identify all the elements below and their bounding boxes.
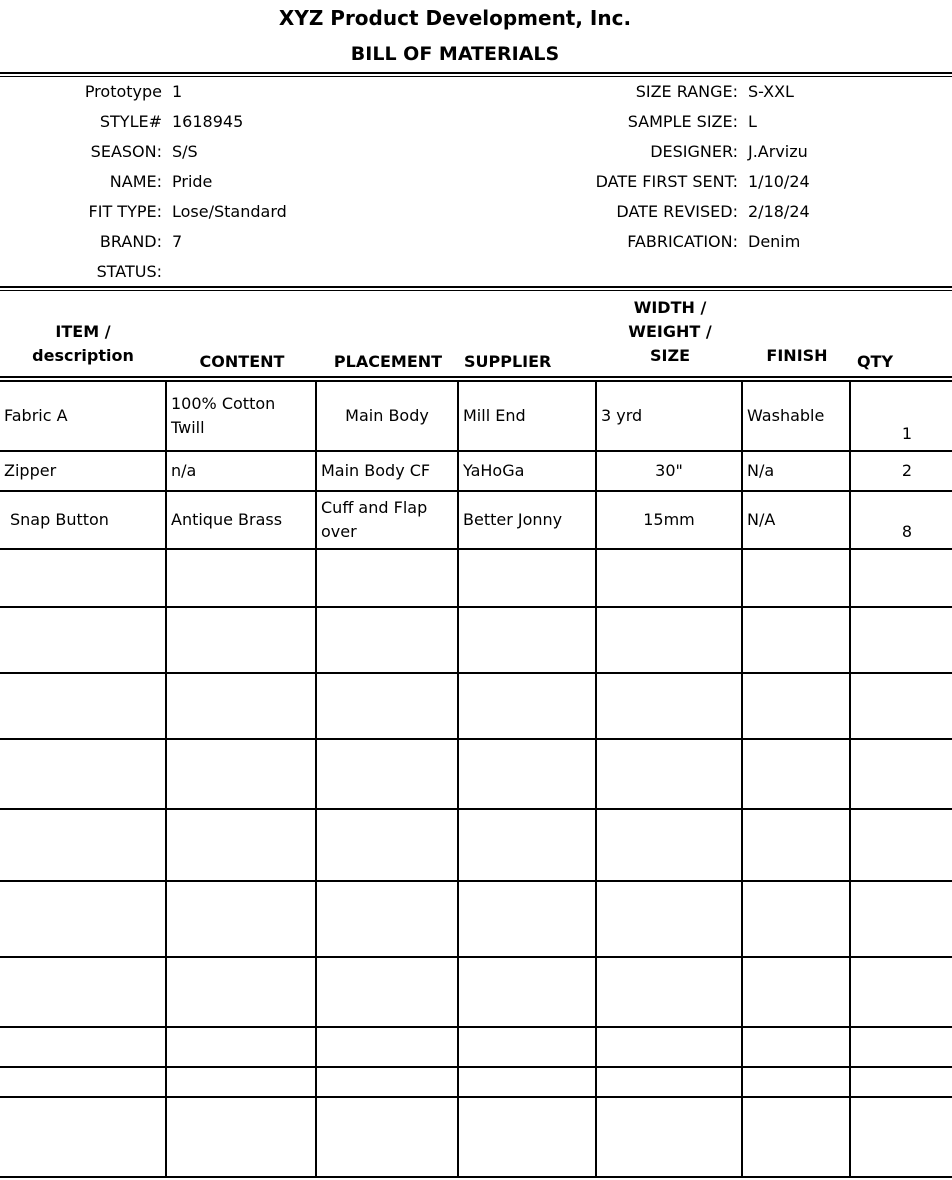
cell-content: 100% Cotton Twill — [166, 381, 316, 451]
col-head-content: CONTENT — [199, 352, 285, 371]
cell-item: Zipper — [0, 451, 166, 491]
meta-value-name: Pride — [172, 172, 213, 191]
cell-qty: 1 — [850, 381, 952, 451]
table-row — [0, 381, 952, 451]
table-row-empty — [0, 673, 952, 739]
table-row — [0, 491, 952, 549]
cell-qty: 2 — [850, 451, 952, 491]
table-row-empty — [0, 957, 952, 1027]
col-head-item — [0, 320, 166, 368]
meta-label-brand: BRAND: — [99, 232, 162, 251]
divider-top-1 — [0, 72, 952, 74]
col-head-qty: QTY — [856, 352, 894, 371]
table-row-empty — [0, 607, 952, 673]
cell-qty: 8 — [850, 491, 952, 549]
cell-supplier: YaHoGa — [458, 451, 596, 491]
cell-finish: Washable — [742, 381, 850, 451]
meta-label-season: SEASON: — [90, 142, 162, 161]
meta-value-season: S/S — [172, 142, 198, 161]
meta-label-prototype: Prototype — [84, 82, 162, 101]
table-row-empty — [0, 1097, 952, 1177]
meta-value-style: 1618945 — [172, 112, 244, 131]
col-head-placement: PLACEMENT — [333, 352, 443, 371]
cell-content: Antique Brass — [166, 491, 316, 549]
table-row-empty — [0, 881, 952, 957]
cell-size: 3 yrd — [596, 381, 742, 451]
cell-supplier: Better Jonny — [458, 491, 596, 549]
table-row-empty — [0, 809, 952, 881]
table-row-empty — [0, 549, 952, 607]
meta-label-fit-type: FIT TYPE: — [88, 202, 162, 221]
cell-content: n/a — [166, 451, 316, 491]
meta-label-designer: DESIGNER: — [650, 142, 738, 161]
table-row-empty — [0, 1067, 952, 1097]
cell-placement: Main Body CF — [316, 451, 458, 491]
col-head-item-line1: ITEM / — [55, 322, 111, 341]
divider-top-2 — [0, 76, 952, 77]
col-head-width-line3: SIZE — [649, 346, 690, 365]
meta-label-size-range: SIZE RANGE: — [635, 82, 738, 101]
col-head-width-line1: WIDTH / — [633, 298, 707, 317]
table-row — [0, 451, 952, 491]
divider-mid-1 — [0, 286, 952, 288]
meta-value-sample-size: L — [748, 112, 757, 131]
meta-value-size-range: S-XXL — [748, 82, 794, 101]
meta-value-date-first-sent: 1/10/24 — [748, 172, 810, 191]
meta-value-fabrication: Denim — [748, 232, 801, 251]
cell-item: Fabric A — [0, 381, 166, 451]
meta-label-fabrication: FABRICATION: — [627, 232, 738, 251]
meta-value-fit-type: Lose/Standard — [172, 202, 287, 221]
meta-value-date-revised: 2/18/24 — [748, 202, 810, 221]
table-row-empty — [0, 739, 952, 809]
cell-size: 15mm — [596, 491, 742, 549]
company-name: XYZ Product Development, Inc. — [278, 6, 632, 30]
meta-value-brand: 7 — [172, 232, 183, 251]
col-head-width-line2: WEIGHT / — [628, 322, 712, 341]
col-head-finish: FINISH — [766, 346, 828, 365]
meta-label-style: STYLE# — [99, 112, 162, 131]
cell-finish: N/A — [742, 491, 850, 549]
meta-label-status: STATUS: — [96, 262, 162, 281]
col-head-item-line2: description — [32, 346, 134, 365]
col-head-supplier: SUPPLIER — [464, 352, 552, 371]
cell-item: Snap Button — [0, 491, 166, 549]
bom-table — [0, 380, 952, 1178]
meta-label-date-revised: DATE REVISED: — [616, 202, 738, 221]
meta-label-name: NAME: — [109, 172, 162, 191]
cell-supplier: Mill End — [458, 381, 596, 451]
table-row-empty — [0, 1027, 952, 1067]
document-title: BILL OF MATERIALS — [350, 43, 560, 65]
col-head-width — [598, 296, 742, 368]
meta-label-sample-size: SAMPLE SIZE: — [627, 112, 738, 131]
divider-header-1 — [0, 376, 952, 378]
meta-value-prototype: 1 — [172, 82, 183, 101]
cell-placement: Main Body — [316, 381, 458, 451]
cell-placement: Cuff and Flap over — [316, 491, 458, 549]
divider-mid-2 — [0, 290, 952, 291]
meta-label-date-first-sent: DATE FIRST SENT: — [595, 172, 738, 191]
cell-finish: N/a — [742, 451, 850, 491]
cell-size: 30" — [596, 451, 742, 491]
meta-value-designer: J.Arvizu — [748, 142, 808, 161]
